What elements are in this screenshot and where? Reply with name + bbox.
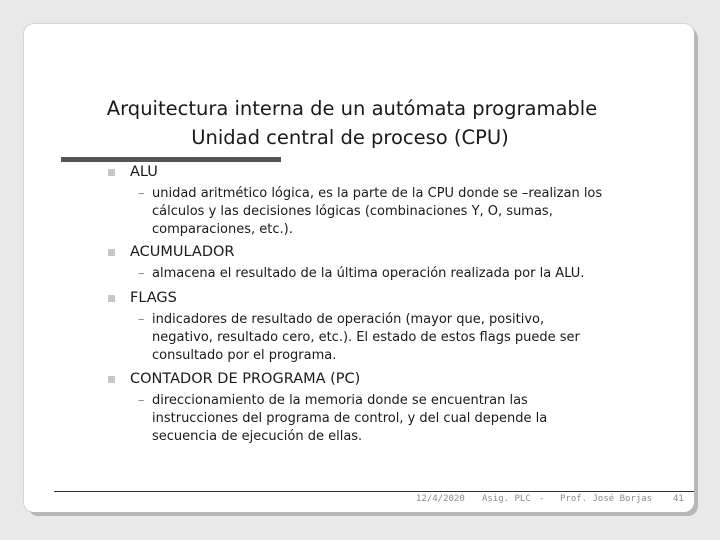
sub-bullet-text: direccionamiento de la memoria donde se encuentran las instrucciones del programa de control, y del cual depende la secuencia de ejecución de ellas.	[152, 393, 548, 444]
bullet-label: ACUMULADOR	[130, 244, 235, 260]
slide-title	[24, 94, 694, 152]
bullet-label: CONTADOR DE PROGRAMA (PC)	[130, 371, 361, 387]
footer-separator: -	[539, 494, 545, 504]
slide	[24, 24, 694, 512]
sub-bullet-text: almacena el resultado de la última operación realizada por la ALU.	[152, 266, 585, 281]
square-bullet-icon	[108, 249, 115, 256]
footer-divider	[54, 491, 694, 492]
dash-bullet-icon: –	[138, 312, 145, 327]
sub-bullet	[138, 392, 608, 446]
bullet-item-acumulador	[108, 243, 608, 289]
sub-bullet	[138, 185, 608, 239]
footer-page-number: 41	[673, 494, 684, 504]
footer-date: 12/4/2020	[416, 494, 465, 504]
footer-course: Asig. PLC	[482, 494, 531, 504]
bullet-label: ALU	[130, 164, 158, 180]
square-bullet-icon	[108, 295, 115, 302]
bullet-list	[108, 163, 608, 446]
title-line-2: Unidad central de proceso (CPU)	[191, 126, 509, 149]
dash-bullet-icon: –	[138, 266, 145, 281]
title-divider-bar	[61, 157, 281, 162]
dash-bullet-icon: –	[138, 393, 145, 408]
footer-author: Prof. José Borjas	[560, 494, 653, 504]
dash-bullet-icon: –	[138, 186, 145, 201]
sub-bullet	[138, 265, 608, 283]
sub-bullet-text: indicadores de resultado de operación (mayor que, positivo, negativo, resultado cero, etc.). El estado de estos flags puede ser consultado por el programa.	[152, 312, 580, 363]
bullet-item-flags	[108, 289, 608, 370]
sub-bullet-text: unidad aritmético lógica, es la parte de la CPU donde se –realizan los cálculos y las decisiones lógicas (combinaciones Y, O, sumas, comparaciones, etc.).	[152, 186, 603, 237]
bullet-item-contador	[108, 370, 608, 446]
title-line-1: Arquitectura interna de un autómata programable	[106, 97, 598, 120]
bullet-label: FLAGS	[130, 290, 177, 306]
sub-bullet	[138, 311, 608, 365]
square-bullet-icon	[108, 376, 115, 383]
square-bullet-icon	[108, 169, 115, 176]
bullet-item-alu	[108, 163, 608, 243]
